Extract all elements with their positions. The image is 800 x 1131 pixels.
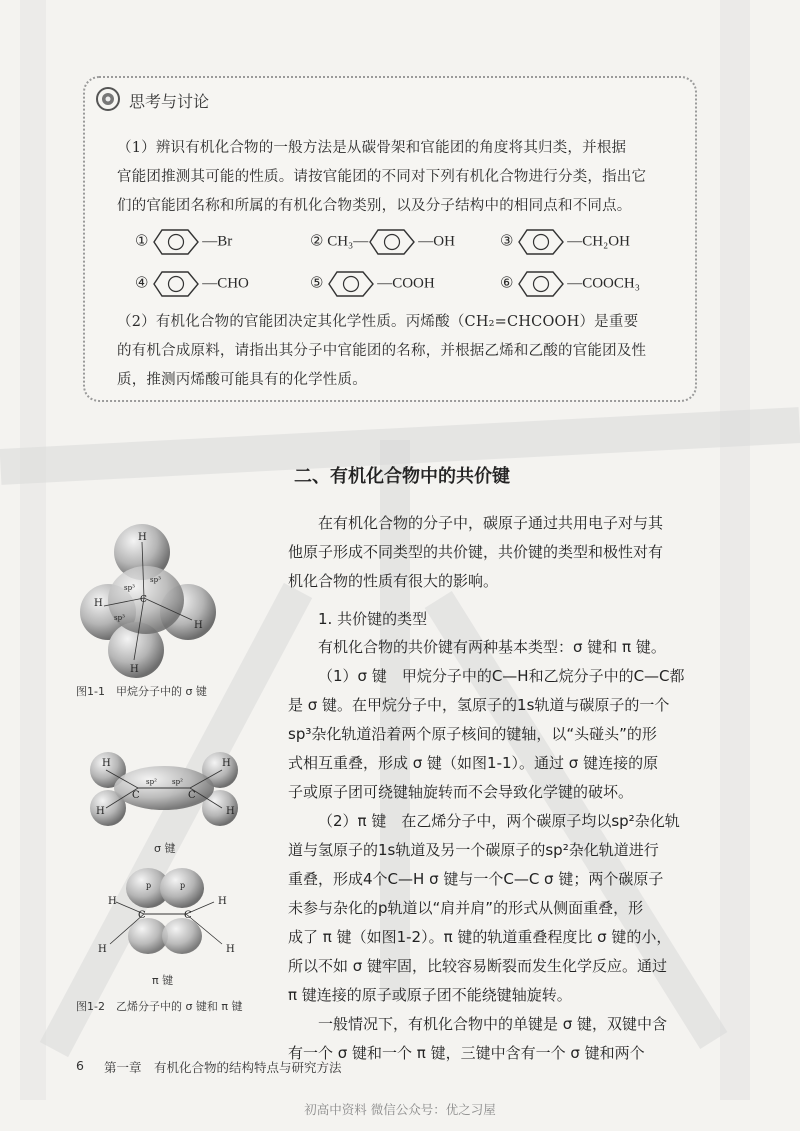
benzene-ring-icon [368,228,418,256]
body-paragraph-2 [288,633,700,1068]
atom-label: H [94,598,103,609]
pi-bond-label: π 键 [152,974,174,987]
orbital-label: sp³ [150,576,161,584]
subsection-heading: 1. 共价键的类型 [318,610,428,628]
orbital-label: sp² [146,778,157,786]
text-line: 子或原子团可绕键轴旋转而不会导致化学键的破坏。 [288,783,634,801]
atom-label: H [108,896,117,907]
compound-6 [500,270,640,298]
section-title: 二、有机化合物中的共价键 [294,466,510,487]
atom-label: C [138,910,146,921]
benzene-ring-icon [152,228,202,256]
compound-2 [310,228,455,256]
atom-label: C [132,790,140,801]
discussion-para2 [117,308,689,395]
text-line: 成了 π 键（如图1-2）。π 键的轨道重叠程度比 σ 键的小， [288,928,672,946]
orbital-label: sp³ [124,584,135,592]
discussion-title: 思考与讨论 [129,92,210,111]
atom-label: C [140,595,147,605]
compound-right: —CHO [202,275,249,292]
compound-number: ② [310,233,324,250]
orbital-label: p [180,881,186,890]
atom-label: H [194,620,203,631]
body-paragraph-1 [288,509,700,596]
watermark-text: 初高中资料 微信公众号：优之习屋 [304,1102,496,1117]
compound-number: ④ [135,275,149,292]
compound-1 [135,228,232,256]
page-number: 6 [76,1058,84,1073]
ethylene-pi-figure [86,866,246,970]
discussion-para1 [117,134,689,221]
atom-label: H [98,944,107,955]
atom-label: H [130,664,139,675]
compound-right: —COOCH₃ [567,275,640,292]
compound-number: ⑥ [500,275,514,292]
chapter-title: 第一章 有机化合物的结构特点与研究方法 [104,1060,342,1075]
figure-1-1-caption: 图1-1 甲烷分子中的 σ 键 [76,685,207,698]
compound-right: —COOH [377,275,435,292]
watermark-stroke [720,0,750,1100]
text-line: 所以不如 σ 键牢固，比较容易断裂而发生化学反应。通过 [288,957,668,975]
text-line: 们的官能团名称和所属的有机化合物类别，以及分子结构中的相同点和不同点。 [117,198,632,214]
benzene-ring-icon [327,270,377,298]
text-line: 式相互重叠，形成 σ 键（如图1-1）。通过 σ 键连接的原 [288,754,659,772]
methane-model-figure [76,512,226,682]
atom-label: H [218,896,227,907]
watermark-stroke [20,0,46,1100]
compound-right: —OH [418,233,455,250]
ethylene-sigma-figure [86,742,246,834]
text-line: （1）辨识有机化合物的一般方法是从碳骨架和官能团的角度将其归类，并根据 [117,140,627,156]
atom-label: H [222,758,231,769]
discussion-box [83,76,697,402]
compound-5 [310,270,435,298]
text-line: 的有机合成原料，请指出其分子中官能团的名称，并根据乙烯和乙酸的官能团及性 [117,343,647,359]
text-line: 官能团推测其可能的性质。请按官能团的不同对下列有机化合物进行分类，指出它 [117,169,647,185]
atom-label: H [102,758,111,769]
text-line: 未参与杂化的p轨道以“肩并肩”的形式从侧面重叠，形 [288,899,644,917]
compound-right: —Br [202,233,233,250]
compound-number: ⑤ [310,275,324,292]
text-line: 在有机化合物的分子中，碳原子通过共用电子对与其 [318,514,664,532]
benzene-ring-icon [517,270,567,298]
text-line: 有一个 σ 键和一个 π 键，三键中含有一个 σ 键和两个 [288,1044,645,1062]
text-line: （1）σ 键 甲烷分子中的C—H和乙烷分子中的C—C都 [318,667,685,685]
figure-1-2-caption: 图1-2 乙烯分子中的 σ 键和 π 键 [76,1000,243,1013]
orbital-label: sp² [172,778,183,786]
text-line: 质，推测丙烯酸可能具有的化学性质。 [117,372,367,388]
text-line: 机化合物的性质有很大的影响。 [288,572,499,590]
compound-left: CH₃— [327,233,369,250]
text-line: 他原子形成不同类型的共价键，共价键的类型和极性对有 [288,543,664,561]
compound-3 [500,228,630,256]
text-line: 是 σ 键。在甲烷分子中，氢原子的1s轨道与碳原子的一个 [288,696,670,714]
atom-label: C [188,790,196,801]
benzene-ring-icon [152,270,202,298]
text-line: π 键连接的原子或原子团不能绕键轴旋转。 [288,986,572,1004]
text-line: sp³杂化轨道沿着两个原子核间的键轴，以“头碰头”的形 [288,725,657,743]
discussion-icon [95,86,121,112]
atom-label: H [226,806,235,817]
benzene-ring-icon [517,228,567,256]
atom-label: H [96,806,105,817]
orbital-label: p [146,881,152,890]
compound-number: ③ [500,233,514,250]
atom-label: H [138,532,147,543]
compound-right: —CH₂OH [567,233,630,250]
compound-4 [135,270,249,298]
text-line: （2）有机化合物的官能团决定其化学性质。丙烯酸（CH₂=CHCOOH）是重要 [117,314,639,330]
text-line: 道与氢原子的1s轨道及另一个碳原子的sp²杂化轨道进行 [288,841,659,859]
text-line: 重叠，形成4个C—H σ 键与一个C—C σ 键；两个碳原子 [288,870,664,888]
sigma-bond-label: σ 键 [154,842,176,855]
text-line: （2）π 键 在乙烯分子中，两个碳原子均以sp²杂化轨 [318,812,680,830]
orbital-label: sp³ [114,614,125,622]
compound-number: ① [135,233,149,250]
atom-label: H [226,944,235,955]
text-line: 有机化合物的共价键有两种基本类型：σ 键和 π 键。 [318,638,666,656]
text-line: 一般情况下，有机化合物中的单键是 σ 键，双键中含 [318,1015,668,1033]
atom-label: C [184,910,192,921]
p-orbital [162,918,202,954]
